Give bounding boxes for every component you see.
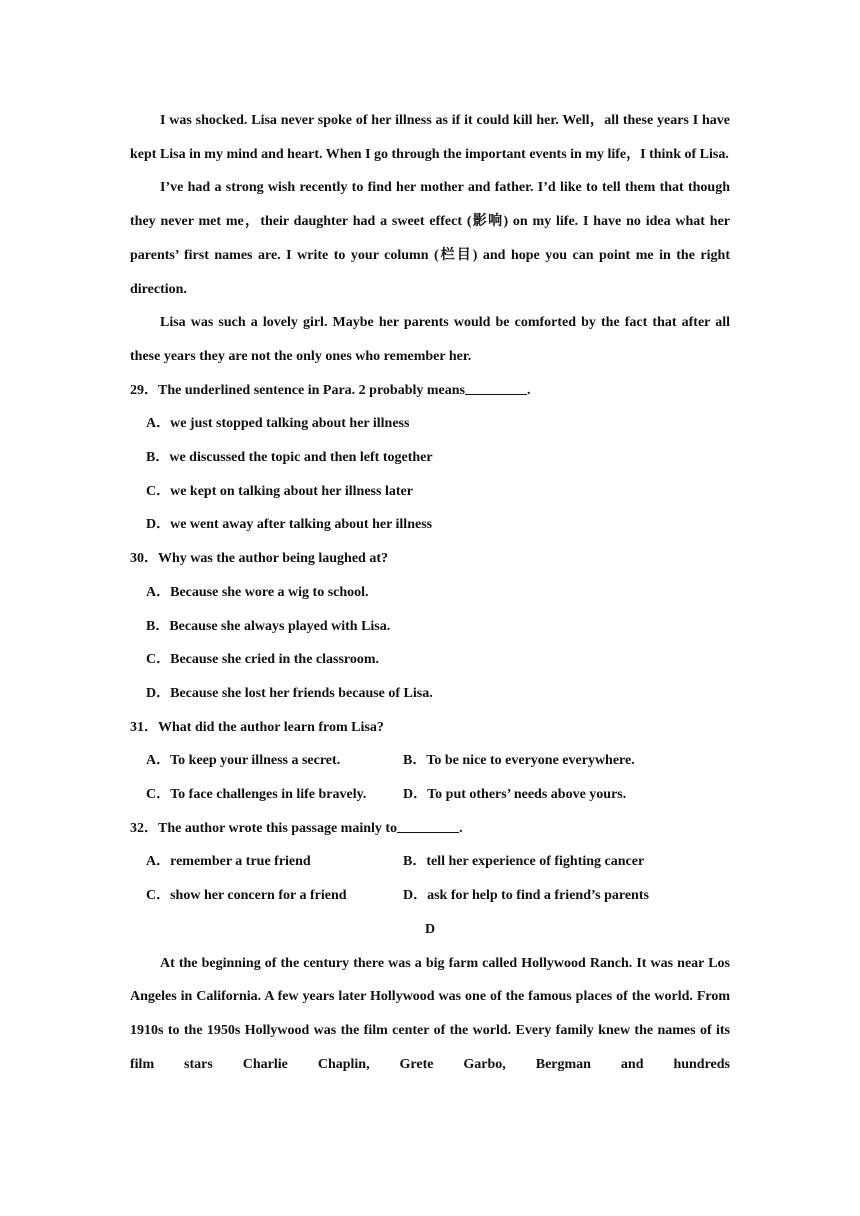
option-row-31-cd	[130, 778, 730, 812]
passage-paragraph-2: I’ve had a strong wish recently to find her mother and father. I’d like to tell them that though they never met me，their daughter had a sweet effect (影响) on my life. I have no idea what her parents’ first names are. I write to your column (栏目) and hope you can point me in the right direction.	[130, 180, 730, 297]
option-31-b: B．To be nice to everyone everywhere.	[403, 753, 635, 769]
option-31-c: C．To face challenges in life bravely.	[146, 787, 367, 803]
answer-blank	[465, 380, 527, 395]
question-30	[130, 542, 730, 576]
document-page	[130, 104, 730, 1081]
question-stem: The underlined sentence in Para. 2 probably means	[158, 382, 465, 398]
question-number: 31．	[130, 719, 158, 735]
option-29-c: C．we kept on talking about her illness later	[146, 483, 413, 499]
option-29-b: B．we discussed the topic and then left together	[146, 450, 433, 466]
section-d-paragraph: At the beginning of the century there was a big farm called Hollywood Ranch. It was near Los Angeles in California. A few years later Hollywood was one of the famous places of the world. From 1910s to the 1950s Hollywood was the film center of the world. Every family knew the names of its film stars Charlie Chaplin, Grete Garbo, Bergman and hundreds	[130, 955, 730, 1072]
passage-paragraph-3: Lisa was such a lovely girl. Maybe her parents would be comforted by the fact that after all these years they are not the only ones who remember her.	[130, 315, 730, 364]
section-heading-d: D	[424, 921, 436, 937]
option-32-d: D．ask for help to find a friend’s parents	[403, 888, 649, 904]
option-row-32-ab	[130, 845, 730, 879]
question-stem: The author wrote this passage mainly to	[158, 820, 398, 836]
option-row-31-ab	[130, 744, 730, 778]
option-30-a: A．Because she wore a wig to school.	[146, 584, 369, 600]
option-32-a: A．remember a true friend	[146, 854, 311, 870]
question-stem-end: .	[459, 820, 463, 836]
question-number: 29．	[130, 382, 158, 398]
question-29	[130, 374, 730, 408]
question-stem: What did the author learn from Lisa?	[158, 719, 384, 735]
answer-blank	[397, 818, 459, 833]
passage-paragraph-1: I was shocked. Lisa never spoke of her illness as if it could kill her. Well，all these years I have kept Lisa in my mind and heart. When I go through the important events in my life，I think of Lisa.	[130, 113, 730, 162]
question-stem-end: .	[527, 382, 531, 398]
option-29-a: A．we just stopped talking about her illness	[146, 416, 410, 432]
option-32-c: C．show her concern for a friend	[146, 888, 347, 904]
question-31	[130, 711, 730, 745]
option-29-d: D．we went away after talking about her illness	[146, 517, 433, 533]
question-number: 30．	[130, 551, 158, 567]
option-30-d: D．Because she lost her friends because of Lisa.	[146, 685, 433, 701]
option-31-a: A．To keep your illness a secret.	[146, 753, 341, 769]
option-31-d: D．To put others’ needs above yours.	[403, 787, 627, 803]
option-30-c: C．Because she cried in the classroom.	[146, 652, 380, 668]
option-32-b: B．tell her experience of fighting cancer	[403, 854, 645, 870]
question-32	[130, 812, 730, 846]
option-30-b: B．Because she always played with Lisa.	[146, 618, 391, 634]
question-number: 32．	[130, 820, 158, 836]
question-stem: Why was the author being laughed at?	[158, 551, 389, 567]
option-row-32-cd	[130, 879, 730, 913]
